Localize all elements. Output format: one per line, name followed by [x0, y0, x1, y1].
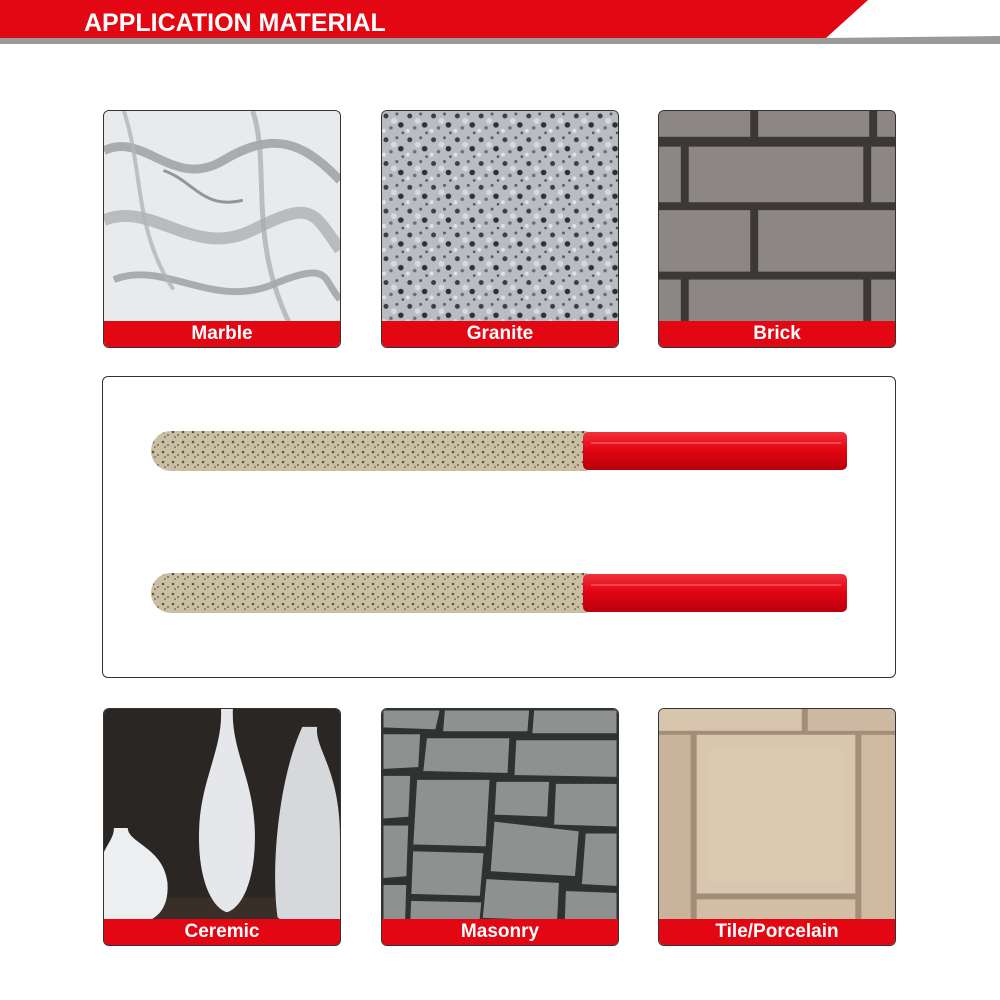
material-label: Granite [382, 321, 618, 347]
masonry-image [382, 709, 618, 945]
marble-image [104, 111, 340, 347]
material-label: Ceremic [104, 919, 340, 945]
material-label: Masonry [382, 919, 618, 945]
material-label: Brick [659, 321, 895, 347]
material-card-marble [103, 110, 341, 348]
tile-image [659, 709, 895, 945]
material-card-granite [381, 110, 619, 348]
material-label: Marble [104, 321, 340, 347]
material-card-ceramic [103, 708, 341, 946]
brick-image [659, 111, 895, 347]
material-card-masonry [381, 708, 619, 946]
router-bit-image [151, 429, 851, 473]
ceramic-image [104, 709, 340, 945]
page-title: APPLICATION MATERIAL [84, 9, 386, 37]
product-panel [102, 376, 896, 678]
material-label: Tile/Porcelain [659, 919, 895, 945]
header-banner [0, 0, 1000, 48]
material-card-tile [658, 708, 896, 946]
router-bit-image [151, 571, 851, 615]
material-card-brick [658, 110, 896, 348]
granite-image [382, 111, 618, 347]
